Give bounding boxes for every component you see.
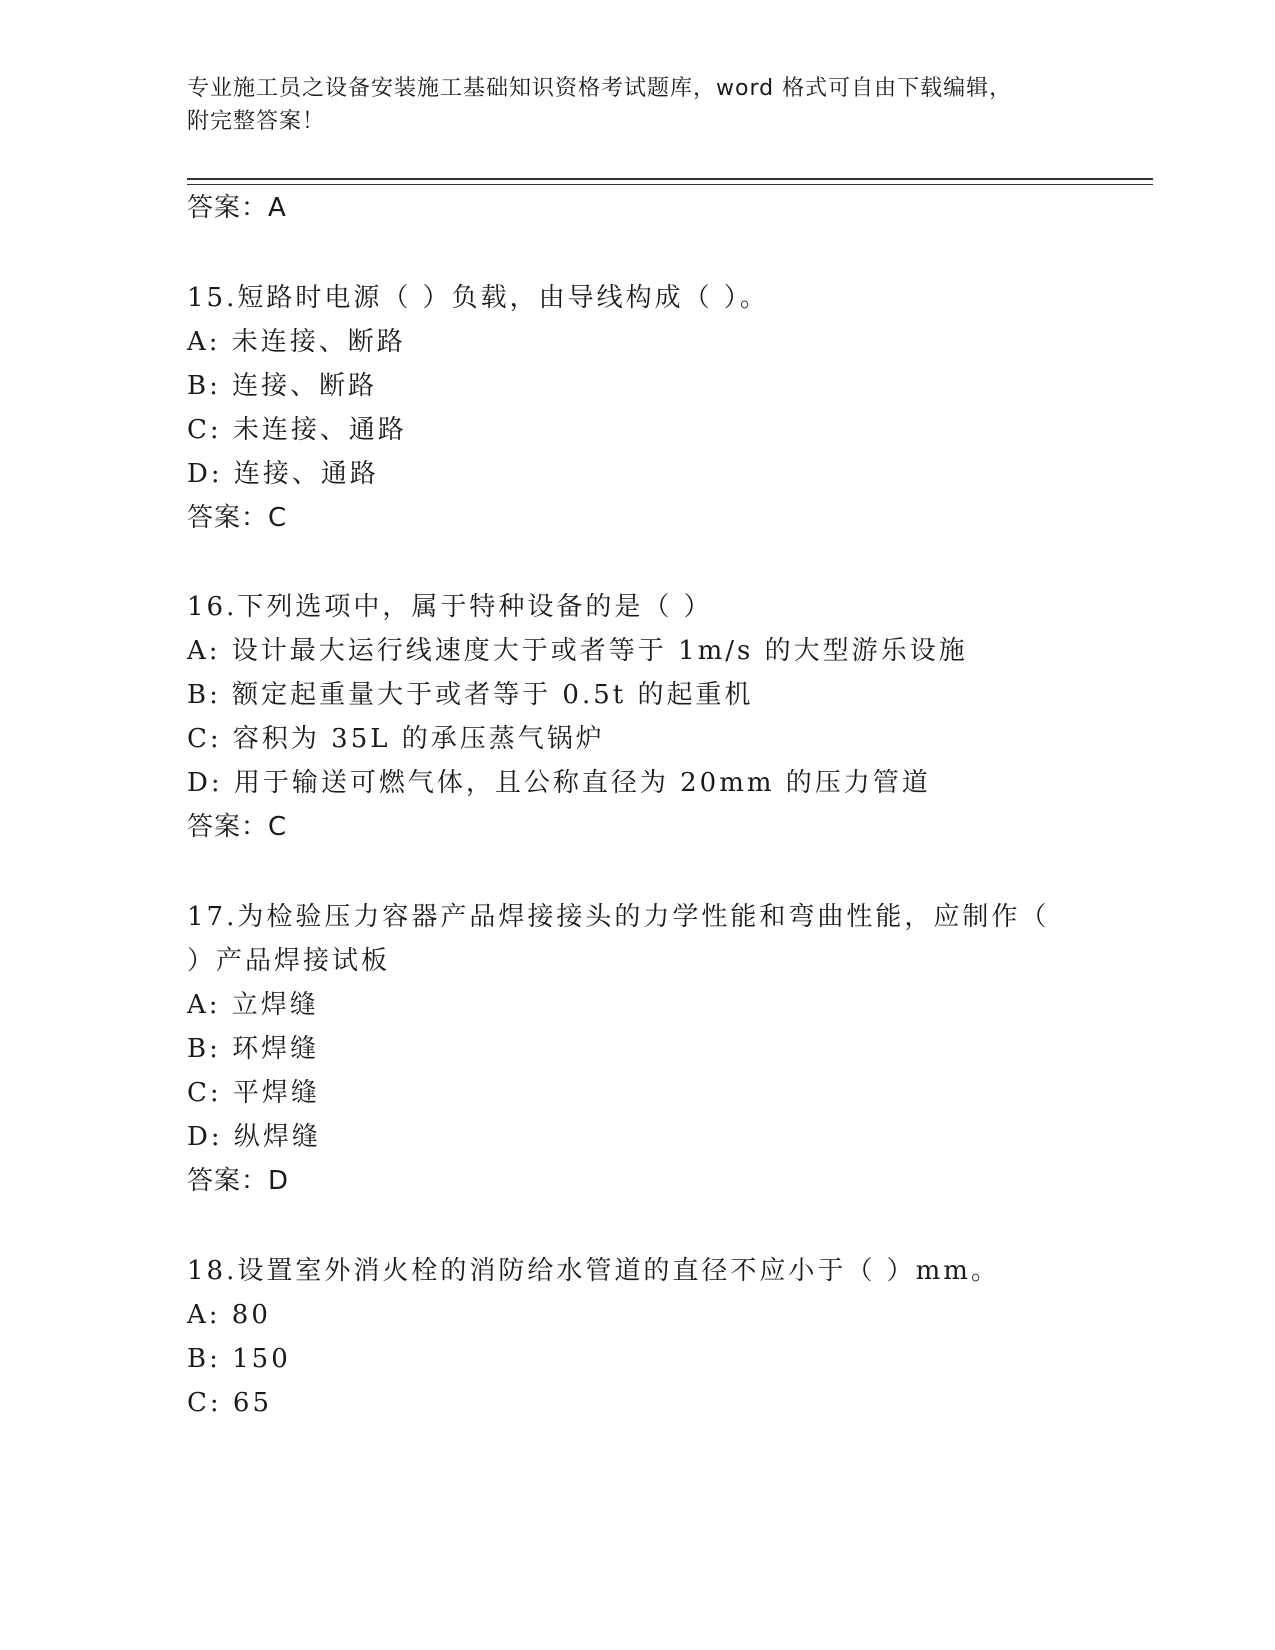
- document-header: [187, 72, 1067, 138]
- question-18-option-a: A: 80: [187, 1300, 271, 1330]
- question-16-answer: 答案：C: [187, 812, 288, 842]
- question-17-stem-continued: ）产品焊接试板: [187, 946, 391, 976]
- question-17-option-c: C: 平焊缝: [187, 1078, 320, 1108]
- question-17-answer: 答案：D: [187, 1166, 290, 1196]
- question-15-option-c: C: 未连接、通路: [187, 415, 407, 445]
- header-line-2: 附完整答案！: [187, 109, 326, 134]
- question-16-option-b: B: 额定起重量大于或者等于 0.5t 的起重机: [187, 680, 754, 710]
- question-16-option-a: A: 设计最大运行线速度大于或者等于 1m/s 的大型游乐设施: [187, 636, 968, 666]
- question-17-stem: 17.为检验压力容器产品焊接接头的力学性能和弯曲性能，应制作（: [187, 902, 1050, 932]
- question-16-option-c: C: 容积为 35L 的承压蒸气锅炉: [187, 724, 605, 754]
- header-line-1: 专业施工员之设备安装施工基础知识资格考试题库，word 格式可自由下载编辑，: [187, 76, 1013, 101]
- question-15-option-d: D: 连接、通路: [187, 459, 379, 489]
- previous-answer: 答案：A: [187, 193, 287, 223]
- question-18-option-c: C: 65: [187, 1388, 273, 1418]
- question-16-option-d: D: 用于输送可燃气体，且公称直径为 20mm 的压力管道: [187, 768, 931, 798]
- question-17-option-b: B: 环焊缝: [187, 1034, 320, 1064]
- question-18-stem: 18.设置室外消火栓的消防给水管道的直径不应小于（ ）mm。: [187, 1256, 1000, 1286]
- question-17-option-d: D: 纵焊缝: [187, 1122, 321, 1152]
- question-15-option-a: A: 未连接、断路: [187, 327, 406, 357]
- question-16-stem: 16.下列选项中，属于特种设备的是（ ）: [187, 592, 713, 622]
- question-15-stem: 15.短路时电源（ ）负载，由导线构成（ ）。: [187, 283, 769, 313]
- question-15-option-b: B: 连接、断路: [187, 371, 378, 401]
- question-15-answer: 答案：C: [187, 503, 288, 533]
- question-17-option-a: A: 立焊缝: [187, 990, 319, 1020]
- header-rule-thick: [187, 178, 1153, 180]
- question-18-option-b: B: 150: [187, 1344, 291, 1374]
- header-rule-thin: [187, 184, 1153, 185]
